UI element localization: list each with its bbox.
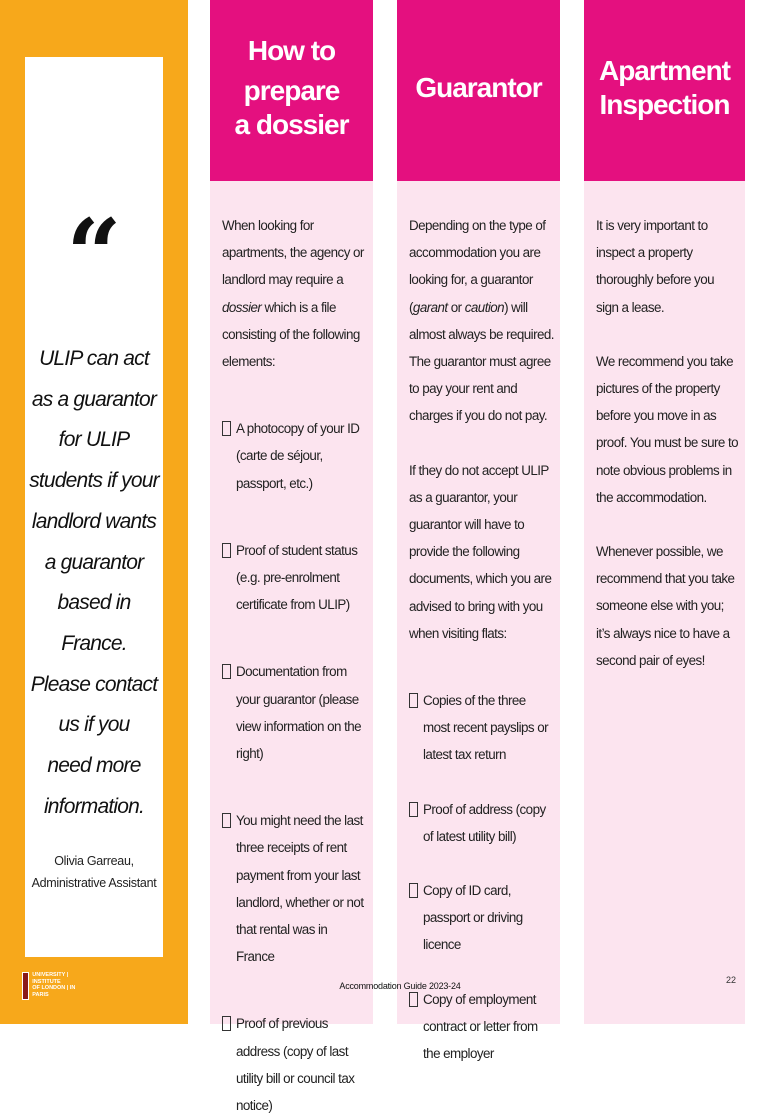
checkbox-icon	[409, 693, 418, 708]
quote-line: need more	[47, 754, 141, 778]
column-guarantor	[397, 0, 560, 1062]
column-body	[596, 212, 739, 674]
university-logo	[22, 972, 82, 1002]
author-name: Olivia Garreau,	[54, 854, 134, 868]
quote-mark-icon: “	[66, 198, 122, 311]
author-role: Administrative Assistant	[31, 876, 157, 890]
checklist-item: A photocopy of your ID (carte de séjour, passport, etc.)	[222, 415, 367, 497]
column-body	[409, 212, 554, 1067]
column-heading	[210, 0, 373, 181]
quote-line: Please contact	[30, 672, 158, 696]
checklist-item: Proof of address (copy of latest utility bill)	[409, 796, 554, 850]
quote-text	[25, 339, 163, 827]
column-heading	[584, 0, 745, 181]
checklist-item: Copies of the three most recent payslips or latest tax return	[409, 687, 554, 769]
crest-icon	[22, 972, 29, 1000]
heading-line: a dossier	[234, 108, 349, 140]
intro-paragraph: When looking for apartments, the agency or landlord may require a dossier which is a file consisting of the following elements:	[222, 218, 364, 370]
quote-line: us if you	[58, 713, 130, 737]
logo-text-line: OF LONDON | IN PARIS	[32, 985, 76, 998]
checkbox-icon	[222, 421, 231, 436]
footer-title: Accommodation Guide 2023-24	[339, 981, 461, 991]
paragraph: If they do not accept ULIP as a guarantor, your guarantor will have to provide the following documents, which you are advised to bring with you when visiting flats:	[409, 462, 552, 641]
column-heading	[397, 0, 560, 181]
quote-line: students if your	[29, 469, 159, 493]
sidebar	[0, 0, 188, 1024]
heading-line: Guarantor	[415, 71, 542, 103]
quote-card	[25, 57, 163, 957]
heading-line: Inspection	[599, 88, 730, 120]
page-number: 22	[726, 975, 737, 985]
paragraph: We recommend you take pictures of the property before you move in as proof. You must be sure to note obvious problems in the accommodation.	[596, 353, 739, 505]
heading-line: Apartment	[598, 54, 730, 86]
quote-line: as a guarantor	[31, 387, 157, 411]
checklist-item: Documentation from your guarantor (please view information on the right)	[222, 658, 367, 767]
checklist-item: You might need the last three receipts of rent payment from your last landlord, whether or not that rental was in France	[222, 807, 367, 970]
column-inspection	[584, 0, 745, 1024]
checkbox-icon	[222, 664, 231, 679]
logo-text-line: UNIVERSITY | INSTITUTE	[32, 972, 69, 985]
quote-line: based in France.	[57, 591, 131, 655]
quote-line: ULIP can act	[39, 347, 149, 370]
checkbox-icon	[409, 883, 418, 898]
checklist-item: Copy of employment contract or letter from the employer	[409, 986, 554, 1068]
checkbox-icon	[222, 813, 231, 828]
quote-line: for ULIP	[58, 428, 130, 452]
quote-line: a guarantor	[44, 550, 144, 574]
checkbox-icon	[409, 992, 418, 1007]
quote-line: information.	[43, 794, 145, 818]
heading-line: How to prepare	[243, 34, 340, 106]
paragraph: Depending on the type of accommodation you are looking for, a guarantor (garant or caution) will almost always be required. The guarantor must agree to pay your rent and charges if you do not pay.	[409, 218, 554, 424]
column-dossier	[210, 0, 373, 1114]
checklist-item: Copy of ID card, passport or driving licence	[409, 877, 554, 959]
checkbox-icon	[222, 543, 231, 558]
quote-line: landlord wants	[31, 509, 157, 533]
checkbox-icon	[409, 802, 418, 817]
paragraph: It is very important to inspect a property thoroughly before you sign a lease.	[596, 218, 714, 315]
checklist-item: Proof of student status (e.g. pre-enrolment certificate from ULIP)	[222, 537, 367, 619]
paragraph: Whenever possible, we recommend that you take someone else with you; it’s always nice to have a second pair of eyes!	[596, 544, 735, 668]
checklist-item: Proof of previous address (copy of last utility bill or council tax notice)	[222, 1010, 367, 1119]
quote-author	[25, 850, 163, 894]
